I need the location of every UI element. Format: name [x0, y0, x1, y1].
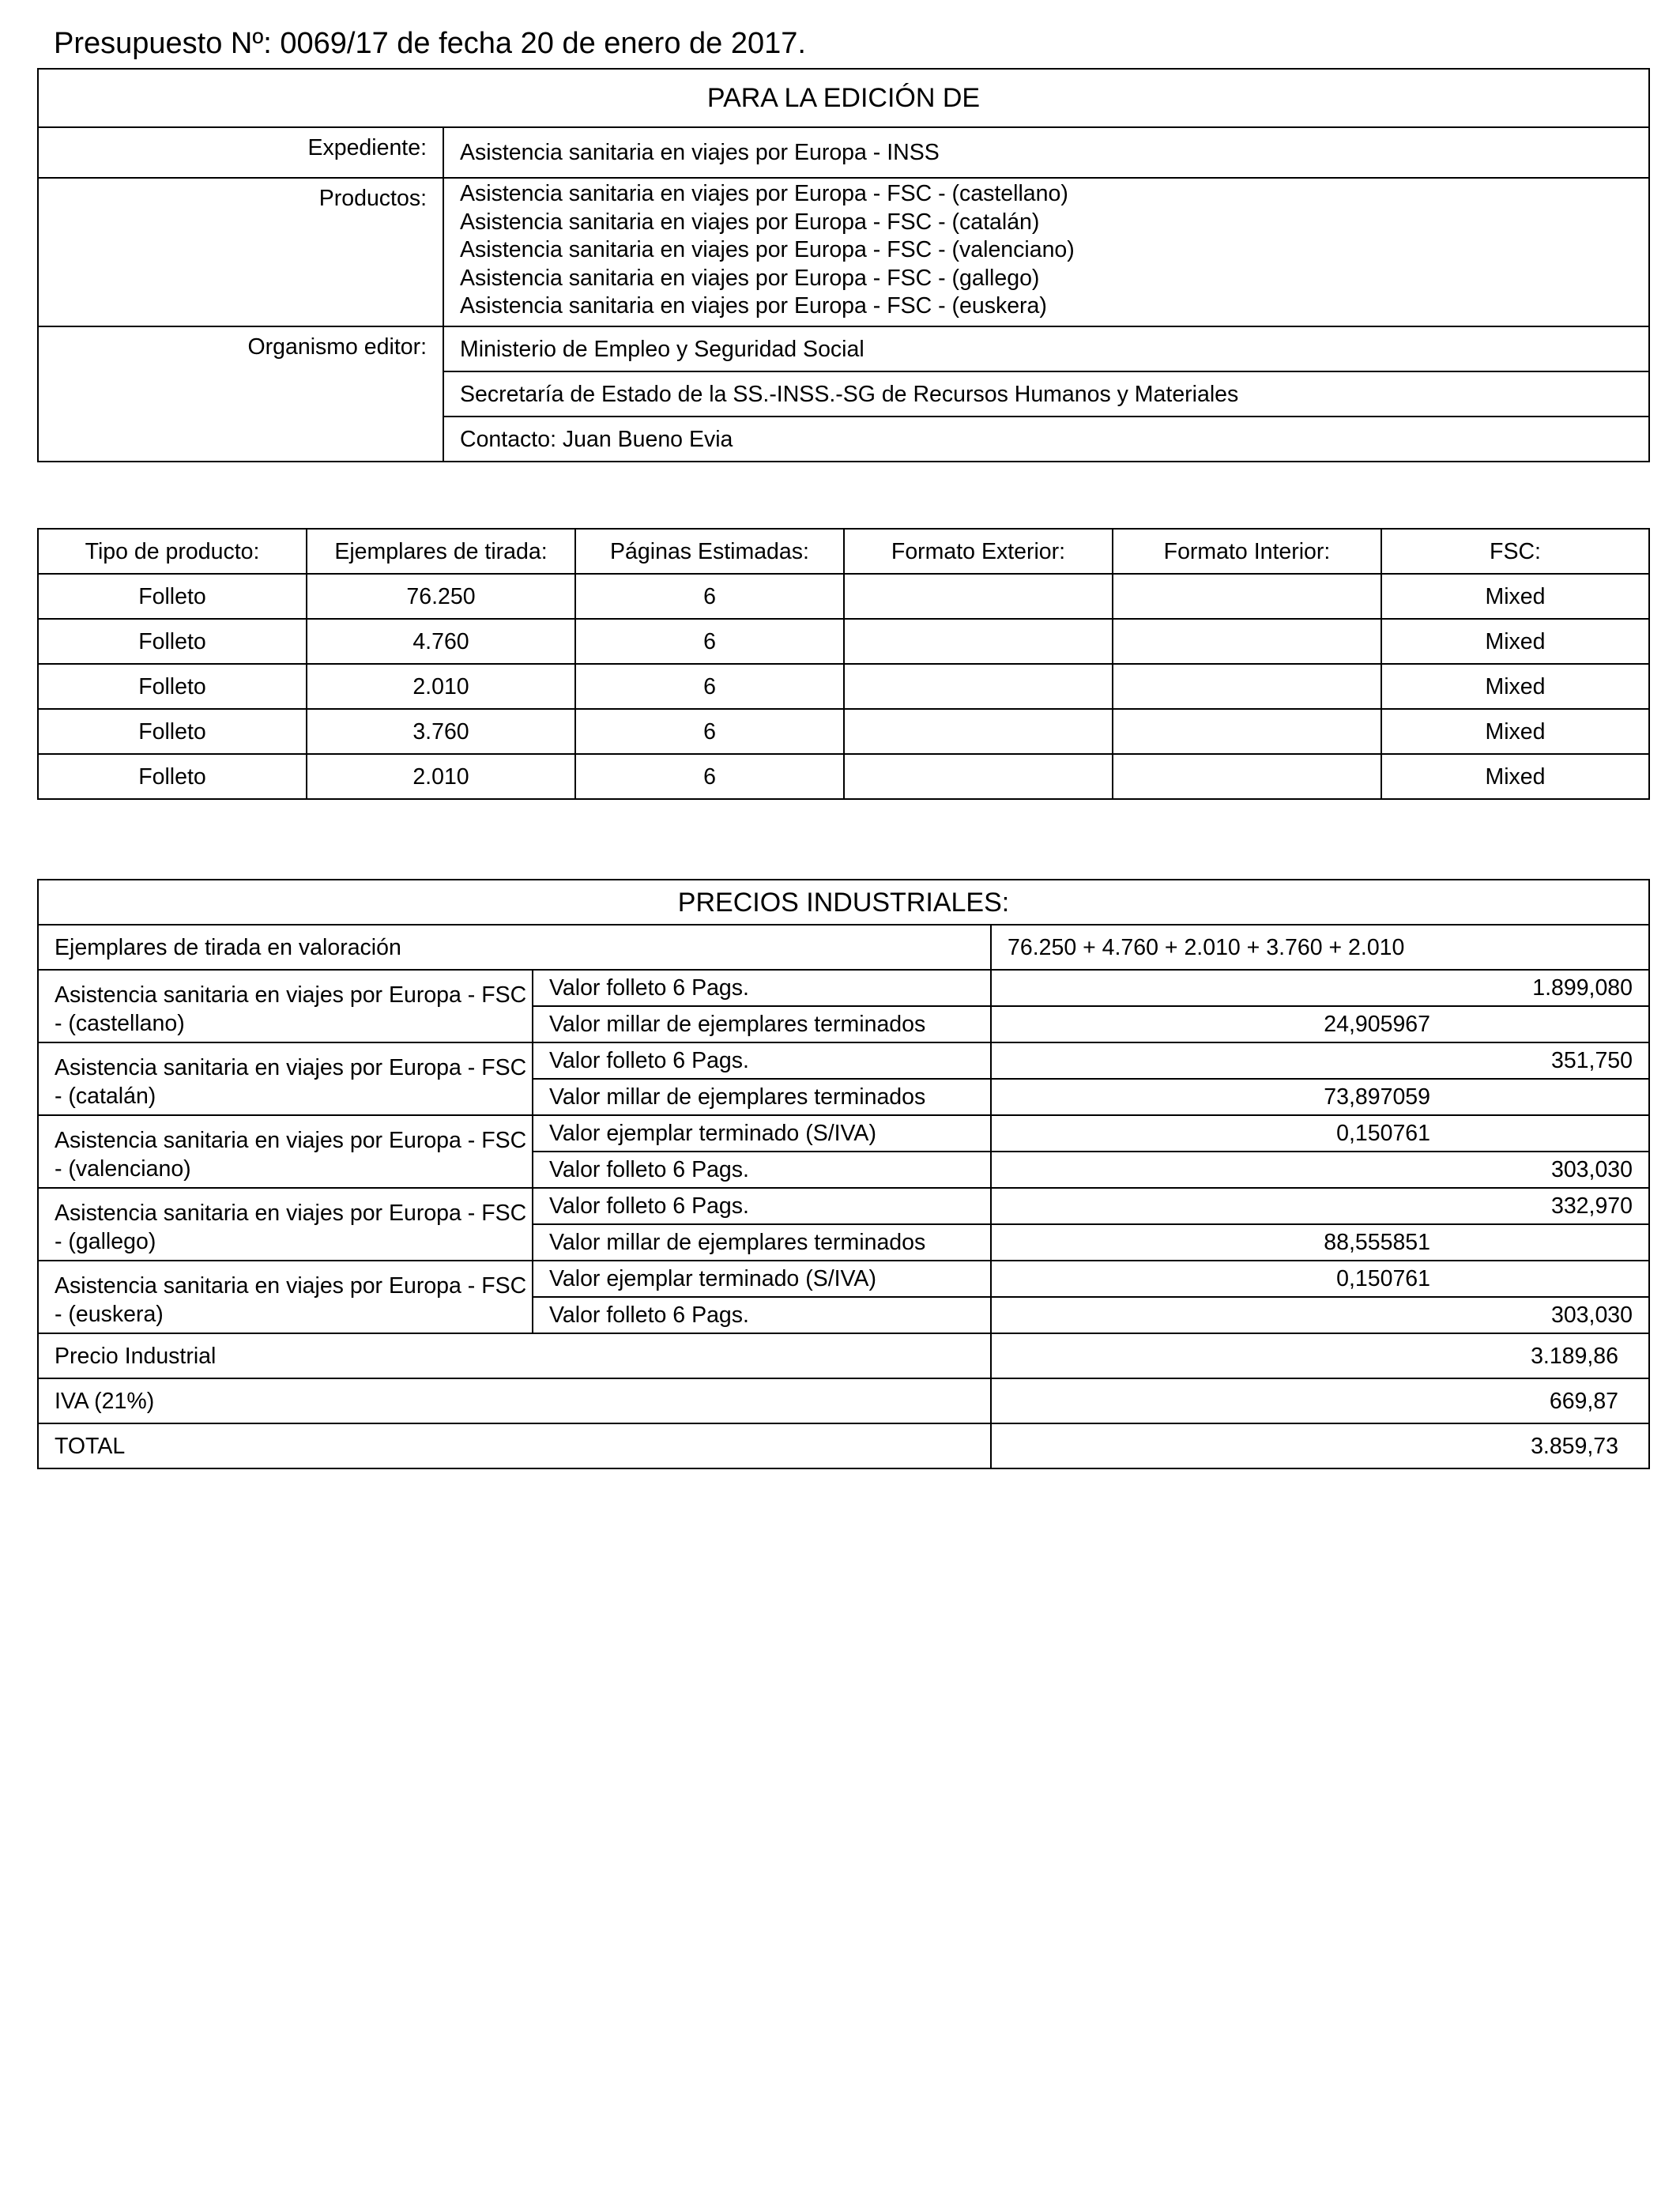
spec-cell: Mixed	[1381, 619, 1649, 664]
spec-header-formato-exterior: Formato Exterior:	[844, 529, 1113, 574]
spec-cell: 2.010	[307, 754, 575, 799]
iva-value: 669,87	[991, 1378, 1649, 1423]
organismo-contacto: Contacto: Juan Bueno Evia	[443, 417, 1649, 462]
spec-cell: 2.010	[307, 664, 575, 709]
spec-cell: Folleto	[38, 754, 307, 799]
spec-cell	[1113, 619, 1381, 664]
spec-cell: Folleto	[38, 664, 307, 709]
spec-header-formato-interior: Formato Interior:	[1113, 529, 1381, 574]
precio-linea-desc: Valor millar de ejemplares terminados	[533, 1224, 991, 1261]
spec-cell	[1113, 754, 1381, 799]
precio-linea-desc: Valor ejemplar terminado (S/IVA)	[533, 1261, 991, 1297]
spec-cell: Folleto	[38, 709, 307, 754]
precio-linea-valor: 332,970	[991, 1188, 1649, 1224]
total-label: TOTAL	[38, 1423, 991, 1468]
table-row	[38, 619, 1649, 664]
precio-linea-valor: 351,750	[991, 1042, 1649, 1079]
precio-linea-valor: 24,905967	[991, 1006, 1649, 1042]
precio-linea-valor: 0,150761	[991, 1261, 1649, 1297]
productos-spec-table	[37, 528, 1650, 800]
organismo-label: Organismo editor:	[38, 326, 443, 462]
producto-item: Asistencia sanitaria en viajes por Europa - FSC - (catalán)	[460, 209, 1040, 235]
spec-cell: Folleto	[38, 619, 307, 664]
table-row	[38, 709, 1649, 754]
precio-linea-desc: Valor millar de ejemplares terminados	[533, 1079, 991, 1115]
spec-cell: 6	[575, 619, 844, 664]
producto-item: Asistencia sanitaria en viajes por Europa - FSC - (euskera)	[460, 293, 1047, 319]
precio-linea-desc: Valor folleto 6 Pags.	[533, 1188, 991, 1224]
precio-linea-valor: 0,150761	[991, 1115, 1649, 1152]
spec-cell: Mixed	[1381, 709, 1649, 754]
precio-linea-valor: 1.899,080	[991, 970, 1649, 1006]
spec-cell: 6	[575, 574, 844, 619]
precio-linea-desc: Valor folleto 6 Pags.	[533, 970, 991, 1006]
producto-item: Asistencia sanitaria en viajes por Europa - FSC - (valenciano)	[460, 237, 1075, 262]
expediente-label: Expediente:	[38, 127, 443, 178]
edicion-header: PARA LA EDICIÓN DE	[38, 69, 1649, 127]
spec-cell	[844, 664, 1113, 709]
organismo-ministerio: Ministerio de Empleo y Seguridad Social	[443, 326, 1649, 371]
precio-linea-desc: Valor folleto 6 Pags.	[533, 1152, 991, 1188]
spec-cell: Folleto	[38, 574, 307, 619]
spec-header-row	[38, 529, 1649, 574]
precio-producto-castellano: Asistencia sanitaria en viajes por Europa - FSC - (castellano)	[38, 970, 533, 1042]
spec-cell: Mixed	[1381, 574, 1649, 619]
table-row	[38, 574, 1649, 619]
organismo-secretaria: Secretaría de Estado de la SS.-INSS.-SG de Recursos Humanos y Materiales	[443, 371, 1649, 417]
precio-producto-catalan: Asistencia sanitaria en viajes por Europa - FSC - (catalán)	[38, 1042, 533, 1115]
iva-label: IVA (21%)	[38, 1378, 991, 1423]
table-row	[38, 664, 1649, 709]
spec-header-ejemplares: Ejemplares de tirada:	[307, 529, 575, 574]
precio-linea-desc: Valor millar de ejemplares terminados	[533, 1006, 991, 1042]
spec-cell: 3.760	[307, 709, 575, 754]
productos-list	[443, 178, 1649, 326]
spec-header-fsc: FSC:	[1381, 529, 1649, 574]
spec-cell	[844, 709, 1113, 754]
spec-cell: 6	[575, 754, 844, 799]
precios-table	[37, 879, 1650, 1469]
spec-cell	[844, 754, 1113, 799]
spec-cell: Mixed	[1381, 754, 1649, 799]
precio-industrial-value: 3.189,86	[991, 1333, 1649, 1378]
spec-header-tipo: Tipo de producto:	[38, 529, 307, 574]
precio-linea-valor: 88,555851	[991, 1224, 1649, 1261]
edicion-table	[37, 68, 1650, 462]
spec-cell	[1113, 574, 1381, 619]
precios-header: PRECIOS INDUSTRIALES:	[38, 880, 1649, 925]
spec-cell: 6	[575, 709, 844, 754]
table-row	[38, 754, 1649, 799]
spec-cell	[1113, 709, 1381, 754]
spec-cell: 4.760	[307, 619, 575, 664]
spec-cell: 6	[575, 664, 844, 709]
precio-linea-valor: 303,030	[991, 1297, 1649, 1333]
spec-cell	[844, 619, 1113, 664]
precio-linea-desc: Valor folleto 6 Pags.	[533, 1042, 991, 1079]
productos-label: Productos:	[38, 178, 443, 326]
producto-item: Asistencia sanitaria en viajes por Europa - FSC - (gallego)	[460, 265, 1040, 291]
precio-linea-desc: Valor folleto 6 Pags.	[533, 1297, 991, 1333]
ejemplares-valoracion-label: Ejemplares de tirada en valoración	[38, 925, 991, 970]
precio-linea-valor: 73,897059	[991, 1079, 1649, 1115]
ejemplares-valoracion-value: 76.250 + 4.760 + 2.010 + 3.760 + 2.010	[991, 925, 1649, 970]
precio-producto-gallego: Asistencia sanitaria en viajes por Europa - FSC - (gallego)	[38, 1188, 533, 1261]
expediente-value: Asistencia sanitaria en viajes por Europa - INSS	[443, 127, 1649, 178]
spec-cell	[1113, 664, 1381, 709]
precio-linea-desc: Valor ejemplar terminado (S/IVA)	[533, 1115, 991, 1152]
spec-cell: Mixed	[1381, 664, 1649, 709]
precio-linea-valor: 303,030	[991, 1152, 1649, 1188]
spec-header-paginas: Páginas Estimadas:	[575, 529, 844, 574]
document-title: Presupuesto Nº: 0069/17 de fecha 20 de enero de 2017.	[54, 27, 806, 60]
total-value: 3.859,73	[991, 1423, 1649, 1468]
precio-industrial-label: Precio Industrial	[38, 1333, 991, 1378]
producto-item: Asistencia sanitaria en viajes por Europa - FSC - (castellano)	[460, 181, 1068, 206]
precio-producto-euskera: Asistencia sanitaria en viajes por Europa - FSC - (euskera)	[38, 1261, 533, 1333]
spec-cell: 76.250	[307, 574, 575, 619]
spec-cell	[844, 574, 1113, 619]
precio-producto-valenciano: Asistencia sanitaria en viajes por Europa - FSC - (valenciano)	[38, 1115, 533, 1188]
